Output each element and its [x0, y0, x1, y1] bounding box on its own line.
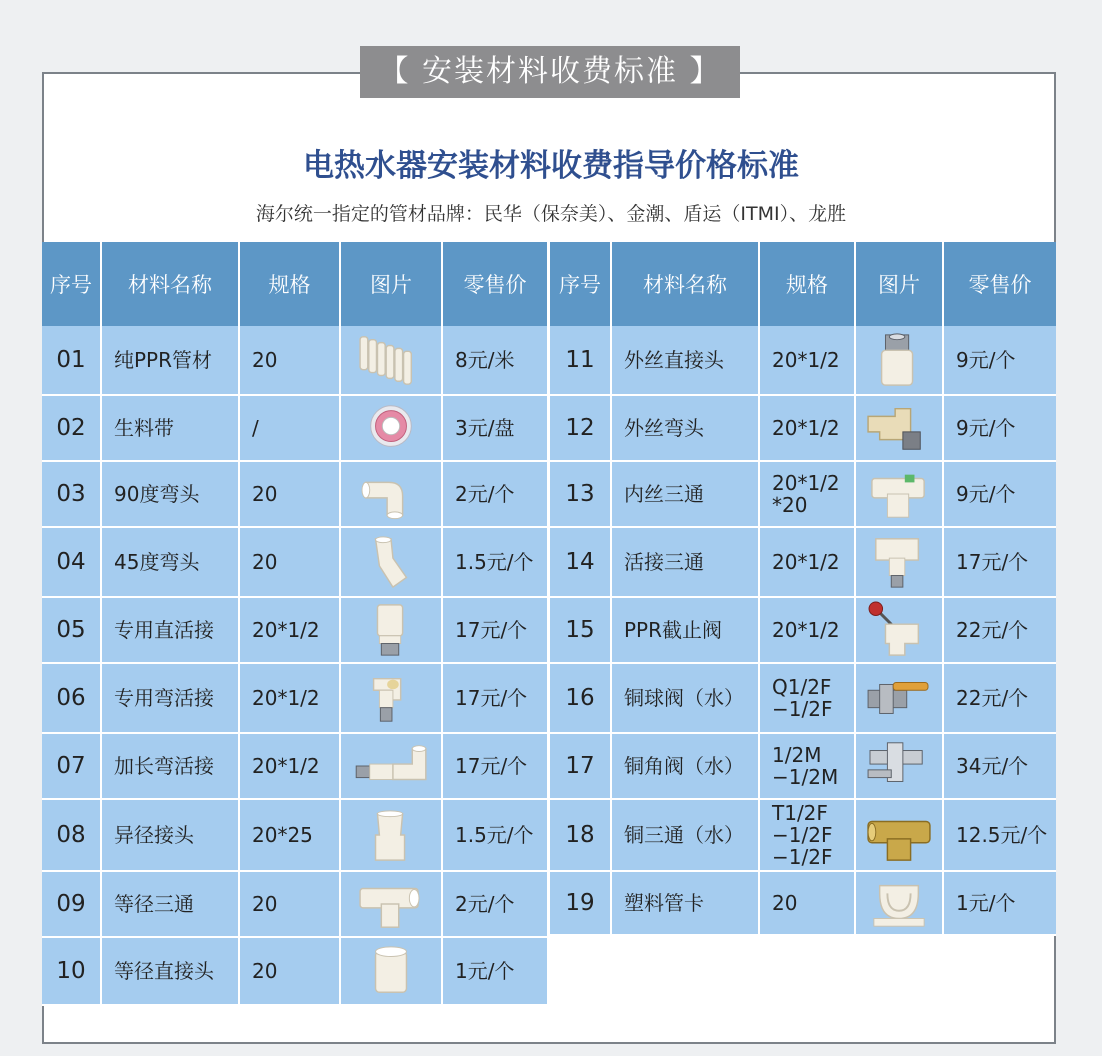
row-index: 02	[42, 396, 102, 462]
table-row	[42, 872, 547, 938]
retail-price: 17元/个	[443, 734, 547, 800]
retail-price: 22元/个	[944, 664, 1056, 734]
table-row	[42, 598, 547, 664]
material-spec: 20*1/2	[760, 528, 856, 598]
row-index: 06	[42, 664, 102, 734]
material-name: 铜球阀（水）	[612, 664, 760, 734]
row-index: 15	[550, 598, 612, 664]
male-adapter-icon	[860, 331, 938, 389]
header-spec: 规格	[240, 242, 341, 326]
material-name: 外丝弯头	[612, 396, 760, 462]
table-row	[550, 528, 1056, 598]
table-row	[550, 462, 1056, 528]
material-spec: Q1/2F −1/2F	[760, 664, 856, 734]
row-index: 18	[550, 800, 612, 872]
material-spec: 20	[760, 872, 856, 936]
material-spec: 20	[240, 528, 341, 598]
pipe-bundle-icon	[352, 331, 430, 389]
material-spec: 20	[240, 326, 341, 396]
tape-roll-icon	[352, 399, 430, 457]
row-index: 19	[550, 872, 612, 936]
page-title: 电热水器安装材料收费指导价格标准	[303, 148, 799, 184]
header-index: 序号	[550, 242, 612, 326]
section-tag: 【 安装材料收费标准 】	[360, 46, 740, 98]
pipe-clip-icon	[860, 874, 938, 932]
material-image	[341, 800, 443, 872]
header-index: 序号	[42, 242, 102, 326]
material-name: 加长弯活接	[102, 734, 240, 800]
row-index: 03	[42, 462, 102, 528]
table-row	[42, 462, 547, 528]
retail-price: 17元/个	[443, 598, 547, 664]
header-name: 材料名称	[102, 242, 240, 326]
row-index: 05	[42, 598, 102, 664]
table-row	[550, 734, 1056, 800]
material-name: 专用直活接	[102, 598, 240, 664]
material-name: 90度弯头	[102, 462, 240, 528]
material-image	[856, 598, 944, 664]
material-spec: 20*1/2	[240, 734, 341, 800]
retail-price: 1元/个	[944, 872, 1056, 936]
material-name: PPR截止阀	[612, 598, 760, 664]
row-index: 04	[42, 528, 102, 598]
material-image	[856, 396, 944, 462]
retail-price: 2元/个	[443, 872, 547, 938]
tee-icon	[352, 875, 430, 933]
row-index: 11	[550, 326, 612, 396]
reducer-icon	[352, 806, 430, 864]
material-name: 专用弯活接	[102, 664, 240, 734]
brass-tee-icon	[860, 806, 938, 864]
row-index: 16	[550, 664, 612, 734]
table-row	[550, 800, 1056, 872]
retail-price: 2元/个	[443, 462, 547, 528]
material-image	[856, 872, 944, 936]
table-row	[550, 664, 1056, 734]
material-image	[341, 938, 443, 1006]
header-image: 图片	[856, 242, 944, 326]
material-image	[856, 664, 944, 734]
material-image	[341, 396, 443, 462]
header-spec: 规格	[760, 242, 856, 326]
long-elbow-union-icon	[352, 737, 430, 795]
straight-union-icon	[352, 601, 430, 659]
material-name: 生料带	[102, 396, 240, 462]
retail-price: 9元/个	[944, 396, 1056, 462]
material-image	[341, 872, 443, 938]
material-spec: T1/2F −1/2F −1/2F	[760, 800, 856, 872]
material-image	[341, 462, 443, 528]
retail-price: 9元/个	[944, 462, 1056, 528]
female-tee-icon	[860, 465, 938, 523]
retail-price: 9元/个	[944, 326, 1056, 396]
elbow-union-icon	[352, 669, 430, 727]
material-image	[856, 462, 944, 528]
row-index: 14	[550, 528, 612, 598]
material-spec: 20*1/2	[240, 664, 341, 734]
retail-price: 8元/米	[443, 326, 547, 396]
table-row	[42, 528, 547, 598]
table-row	[42, 800, 547, 872]
material-name: 纯PPR管材	[102, 326, 240, 396]
ball-valve-icon	[860, 669, 938, 727]
material-name: 铜三通（水）	[612, 800, 760, 872]
price-table-left	[42, 242, 547, 1006]
material-spec: /	[240, 396, 341, 462]
material-image	[341, 664, 443, 734]
elbow-45-icon	[352, 533, 430, 591]
material-name: 铜角阀（水）	[612, 734, 760, 800]
retail-price: 17元/个	[944, 528, 1056, 598]
material-name: 45度弯头	[102, 528, 240, 598]
retail-price: 34元/个	[944, 734, 1056, 800]
table-row	[42, 396, 547, 462]
row-index: 09	[42, 872, 102, 938]
retail-price: 3元/盘	[443, 396, 547, 462]
material-image	[856, 734, 944, 800]
retail-price: 17元/个	[443, 664, 547, 734]
elbow-90-icon	[352, 465, 430, 523]
material-spec: 20*1/2	[760, 326, 856, 396]
material-spec: 20*1/2	[240, 598, 341, 664]
table-row	[42, 326, 547, 396]
material-name: 异径接头	[102, 800, 240, 872]
row-index: 07	[42, 734, 102, 800]
material-spec: 20*1/2 *20	[760, 462, 856, 528]
material-name: 活接三通	[612, 528, 760, 598]
material-name: 塑料管卡	[612, 872, 760, 936]
row-index: 13	[550, 462, 612, 528]
material-name: 内丝三通	[612, 462, 760, 528]
price-table-right	[550, 242, 1056, 936]
retail-price: 1.5元/个	[443, 528, 547, 598]
material-spec: 20	[240, 872, 341, 938]
material-image	[341, 528, 443, 598]
stop-valve-icon	[860, 601, 938, 659]
material-name: 等径三通	[102, 872, 240, 938]
table-row	[42, 734, 547, 800]
angle-valve-icon	[860, 737, 938, 795]
row-index: 01	[42, 326, 102, 396]
material-spec: 1/2M −1/2M	[760, 734, 856, 800]
material-spec: 20*25	[240, 800, 341, 872]
table-row	[550, 326, 1056, 396]
retail-price: 12.5元/个	[944, 800, 1056, 872]
material-spec: 20*1/2	[760, 396, 856, 462]
row-index: 17	[550, 734, 612, 800]
header-price: 零售价	[944, 242, 1056, 326]
retail-price: 22元/个	[944, 598, 1056, 664]
material-image	[856, 800, 944, 872]
header-name: 材料名称	[612, 242, 760, 326]
material-image	[856, 528, 944, 598]
union-tee-icon	[860, 533, 938, 591]
material-image	[341, 734, 443, 800]
table-row	[550, 872, 1056, 936]
material-image	[341, 326, 443, 396]
material-spec: 20	[240, 462, 341, 528]
male-elbow-icon	[860, 399, 938, 457]
material-image	[856, 326, 944, 396]
retail-price: 1.5元/个	[443, 800, 547, 872]
row-index: 10	[42, 938, 102, 1006]
coupling-icon	[352, 942, 430, 1000]
header-price: 零售价	[443, 242, 547, 326]
material-name: 外丝直接头	[612, 326, 760, 396]
table-row	[550, 396, 1056, 462]
table-row	[42, 938, 547, 1006]
retail-price: 1元/个	[443, 938, 547, 1006]
header-image: 图片	[341, 242, 443, 326]
row-index: 08	[42, 800, 102, 872]
row-index: 12	[550, 396, 612, 462]
material-spec: 20*1/2	[760, 598, 856, 664]
material-spec: 20	[240, 938, 341, 1006]
material-image	[341, 598, 443, 664]
table-row	[550, 598, 1056, 664]
table-row	[42, 664, 547, 734]
material-name: 等径直接头	[102, 938, 240, 1006]
brand-note: 海尔统一指定的管材品牌：民华（保奈美）、金潮、盾运（ITMI）、龙胜	[255, 203, 847, 225]
